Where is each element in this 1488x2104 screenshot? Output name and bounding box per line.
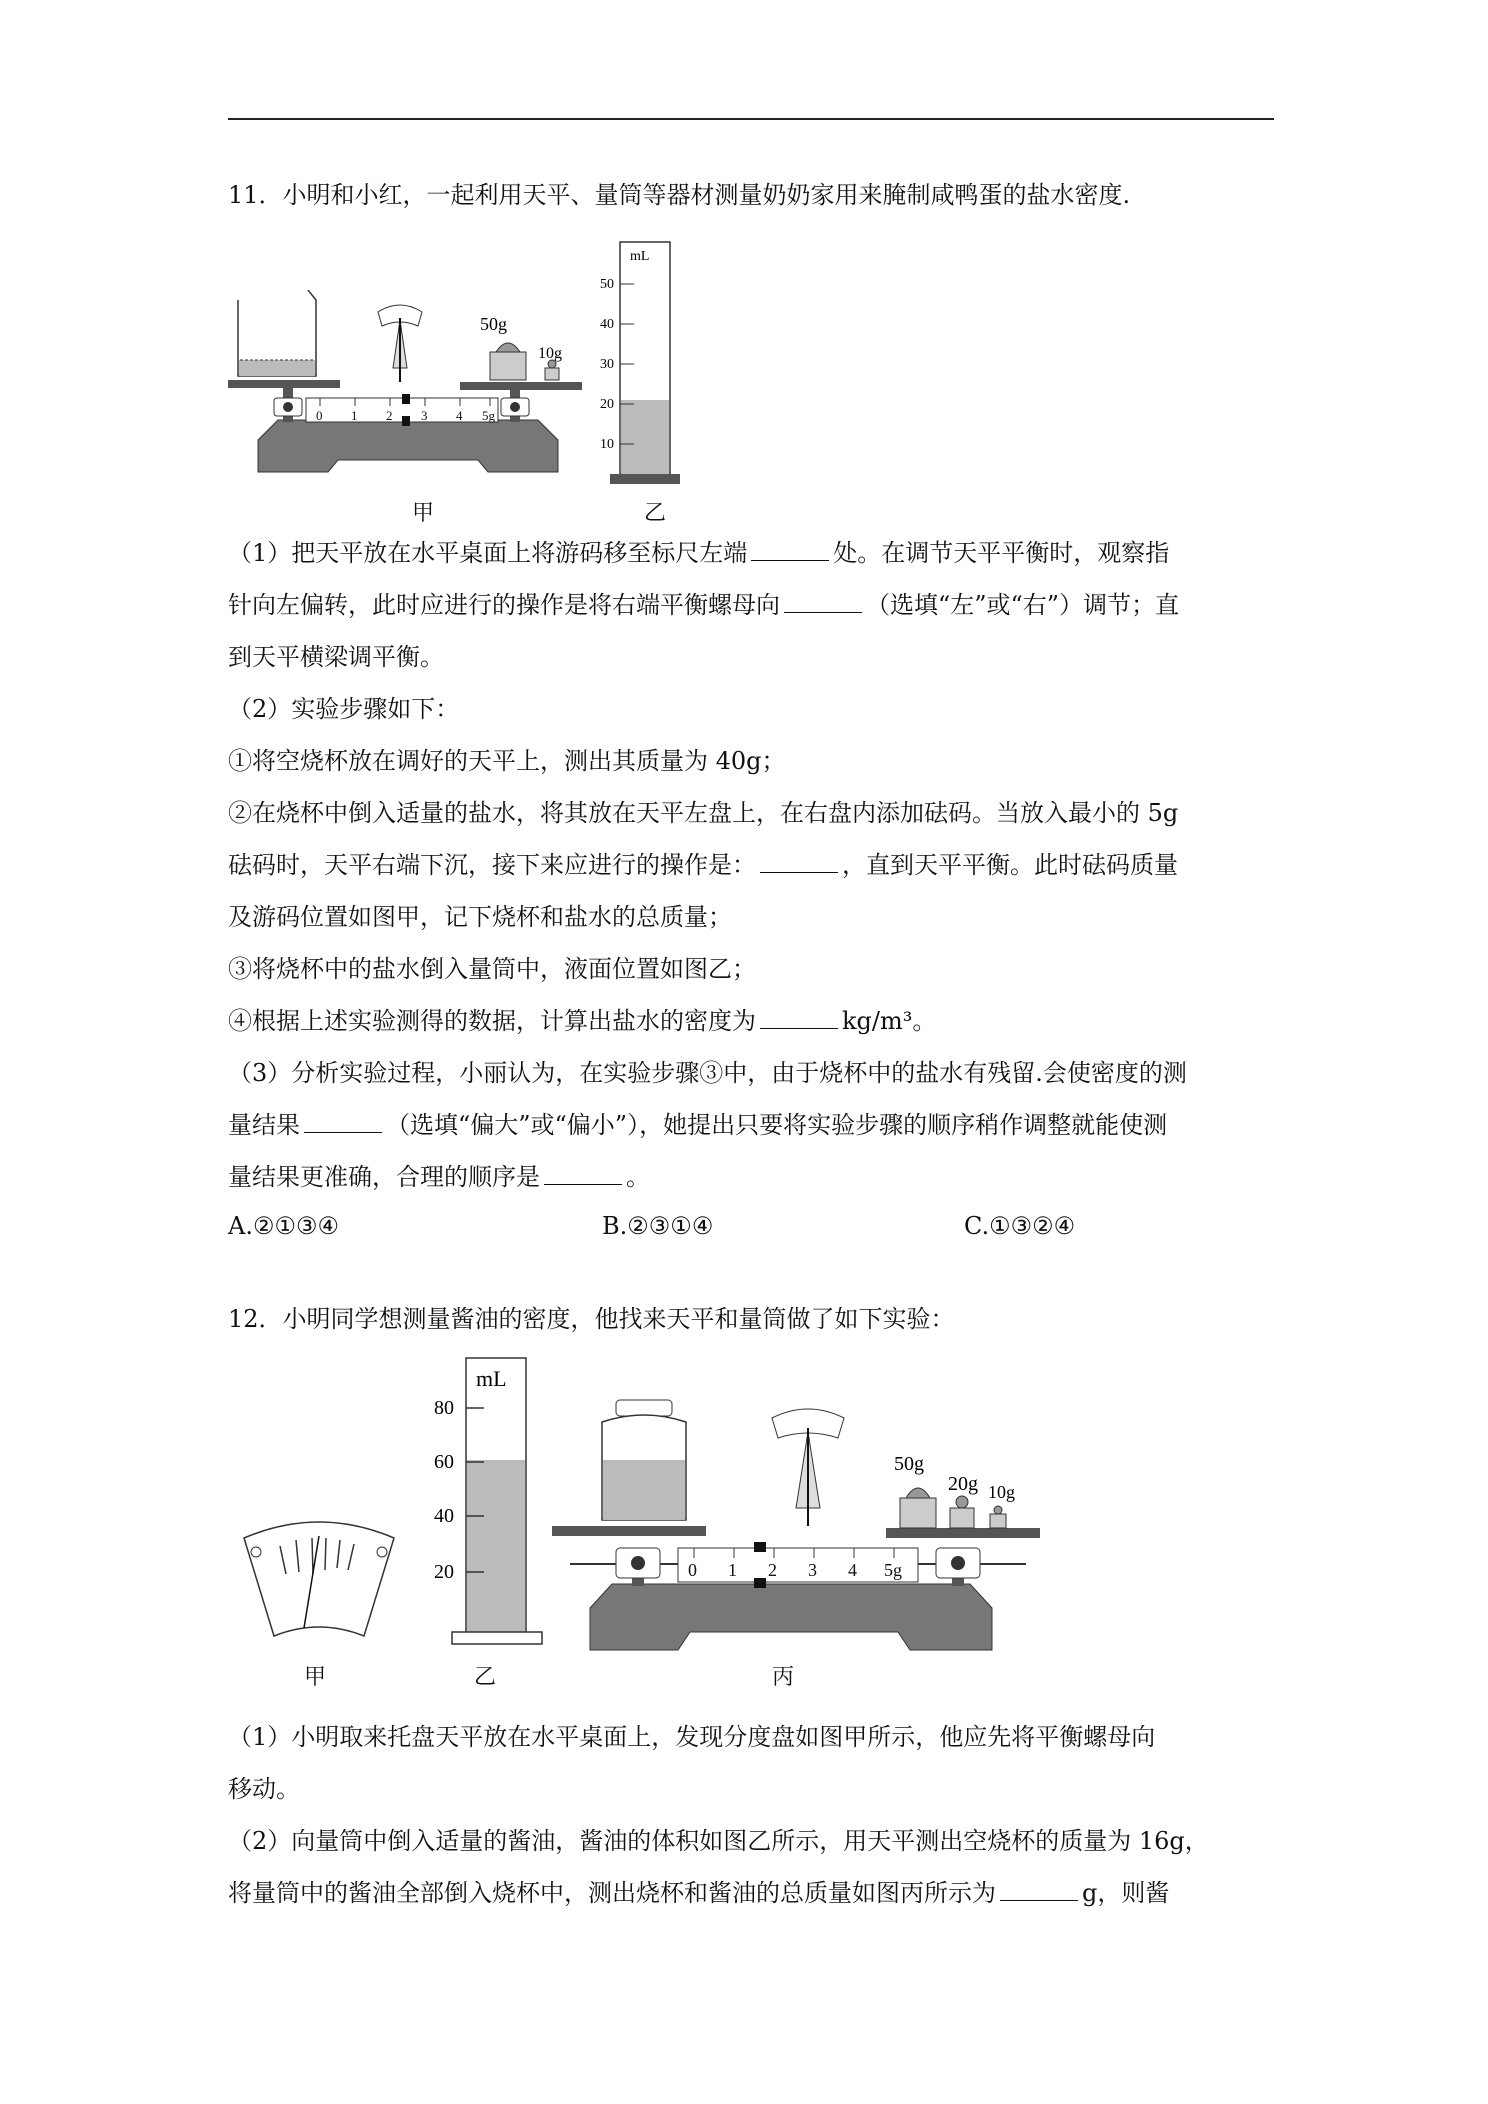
q11-p2: （2）实验步骤如下：	[228, 695, 460, 723]
answer-blank[interactable]	[760, 1006, 838, 1029]
q12-scale-tick: 4	[848, 1560, 857, 1580]
q11-option-a[interactable]: A.②①③④	[228, 1212, 340, 1240]
q12-cylinder-unit: mL	[476, 1366, 507, 1391]
q11-weight-10g: 10g	[538, 345, 562, 362]
q11-balance-figure	[228, 290, 588, 480]
q11-step1: ①将空烧杯放在调好的天平上，测出其质量为 40g；	[228, 747, 786, 775]
q12-p1-a: （1）小明取来托盘天平放在水平桌面上，发现分度盘如图甲所示，他应先将平衡螺母向	[228, 1723, 1156, 1751]
q12-fig-label-yi: 乙	[474, 1665, 497, 1690]
q11-step2-b: 砝码时，天平右端下沉，接下来应进行的操作是：	[228, 851, 756, 879]
q12-p1-b: 移动。	[228, 1775, 300, 1803]
q11-step2-d: 及游码位置如图甲，记下烧杯和盐水的总质量；	[228, 903, 732, 931]
q12-cylinder-tick: 40	[434, 1505, 454, 1527]
q12-cylinder-tick: 60	[434, 1451, 454, 1473]
answer-blank[interactable]	[1000, 1878, 1078, 1901]
q11-option-c[interactable]: C.①③②④	[964, 1212, 1076, 1240]
q12-weight-20g: 20g	[948, 1473, 978, 1495]
q12-scale-tick: 5g	[884, 1560, 902, 1580]
q11-scale-tick: 2	[386, 408, 393, 423]
q12-balance-figure	[550, 1398, 1040, 1654]
answer-blank[interactable]	[304, 1110, 382, 1133]
q12-fig-label-jia: 甲	[304, 1665, 327, 1690]
q11-cylinder-tick: 20	[600, 397, 614, 412]
q11-scale-tick: 3	[421, 408, 428, 423]
q12-scale-tick: 2	[768, 1560, 777, 1580]
q12-rider	[754, 1542, 766, 1552]
q11-option-b[interactable]: B.②③①④	[602, 1212, 714, 1240]
answer-blank[interactable]	[784, 590, 862, 613]
q12-fig-label-bing: 丙	[772, 1665, 795, 1690]
q11-p1-e: 到天平横梁调平衡。	[228, 643, 444, 671]
q11-step3: ③将烧杯中的盐水倒入量筒中，液面位置如图乙；	[228, 955, 756, 983]
q12-p2-c: g，则酱	[1082, 1879, 1170, 1907]
q11-p1-c: 针向左偏转，此时应进行的操作是将右端平衡螺母向	[228, 591, 780, 619]
q11-rider	[402, 394, 410, 404]
q12-cylinder-tick: 20	[434, 1561, 454, 1583]
q11-fig-label-yi: 乙	[644, 501, 667, 526]
q11-p3-e: 。	[626, 1163, 650, 1191]
q11-p1-b: 处。在调节天平平衡时，观察指	[833, 539, 1170, 567]
q11-step2-a: ②在烧杯中倒入适量的盐水，将其放在天平左盘上，在右盘内添加砝码。当放入最小的 5g	[228, 799, 1179, 827]
q11-cylinder-unit: mL	[630, 249, 650, 264]
q12-weight-10g: 10g	[988, 1482, 1015, 1502]
q11-p3-a: （3）分析实验过程，小丽认为，在实验步骤③中，由于烧杯中的盐水有残留.会使密度的测	[228, 1059, 1187, 1087]
q12-cylinder-figure	[430, 1352, 550, 1652]
q11-p3-c: （选填“偏大”或“偏小”），她提出只要将实验步骤的顺序稍作调整就能使测	[386, 1111, 1168, 1139]
q12-stem: 12．小明同学想测量酱油的密度，他找来天平和量筒做了如下实验：	[228, 1305, 955, 1333]
q12-scale-tick: 3	[808, 1560, 817, 1580]
q12-dial-figure	[234, 1518, 404, 1638]
q12-scale-tick: 1	[728, 1560, 737, 1580]
q12-weight-50g: 50g	[894, 1453, 924, 1475]
q11-step4-b: kg/m³。	[842, 1007, 937, 1035]
q11-cylinder-tick: 40	[600, 317, 614, 332]
answer-blank[interactable]	[751, 538, 829, 561]
q12-scale-tick: 0	[688, 1560, 697, 1580]
q11-scale-tick: 5g	[482, 408, 495, 423]
q11-weight-50g: 50g	[480, 314, 507, 334]
q11-p1-d: （选填“左”或“右”）调节；直	[866, 591, 1180, 619]
q11-cylinder-tick: 50	[600, 277, 614, 292]
q12-cylinder-tick: 80	[434, 1397, 454, 1419]
q11-fig-label-jia: 甲	[412, 501, 435, 526]
q11-p1-a: （1）把天平放在水平桌面上将游码移至标尺左端	[228, 539, 748, 567]
q11-stem: 11．小明和小红，一起利用天平、量筒等器材测量奶奶家用来腌制咸鸭蛋的盐水密度.	[228, 181, 1131, 209]
q11-scale-tick: 0	[316, 408, 323, 423]
q11-step4-a: ④根据上述实验测得的数据，计算出盐水的密度为	[228, 1007, 756, 1035]
header-rule	[228, 118, 1274, 120]
q11-scale-tick: 1	[351, 408, 358, 423]
answer-blank[interactable]	[544, 1162, 622, 1185]
q11-p3-d: 量结果更准确，合理的顺序是	[228, 1163, 540, 1191]
q11-p3-b: 量结果	[228, 1111, 300, 1139]
answer-blank[interactable]	[760, 850, 838, 873]
q11-scale-tick: 4	[456, 408, 463, 423]
q11-cylinder-tick: 10	[600, 437, 614, 452]
q12-p2-a: （2）向量筒中倒入适量的酱油，酱油的体积如图乙所示，用天平测出空烧杯的质量为 16g，	[228, 1827, 1209, 1855]
q11-cylinder-tick: 30	[600, 357, 614, 372]
q11-cylinder-figure	[600, 232, 690, 492]
q12-p2-b: 将量筒中的酱油全部倒入烧杯中，测出烧杯和酱油的总质量如图丙所示为	[228, 1879, 996, 1907]
q11-step2-c: ，直到天平平衡。此时砝码质量	[842, 851, 1178, 879]
